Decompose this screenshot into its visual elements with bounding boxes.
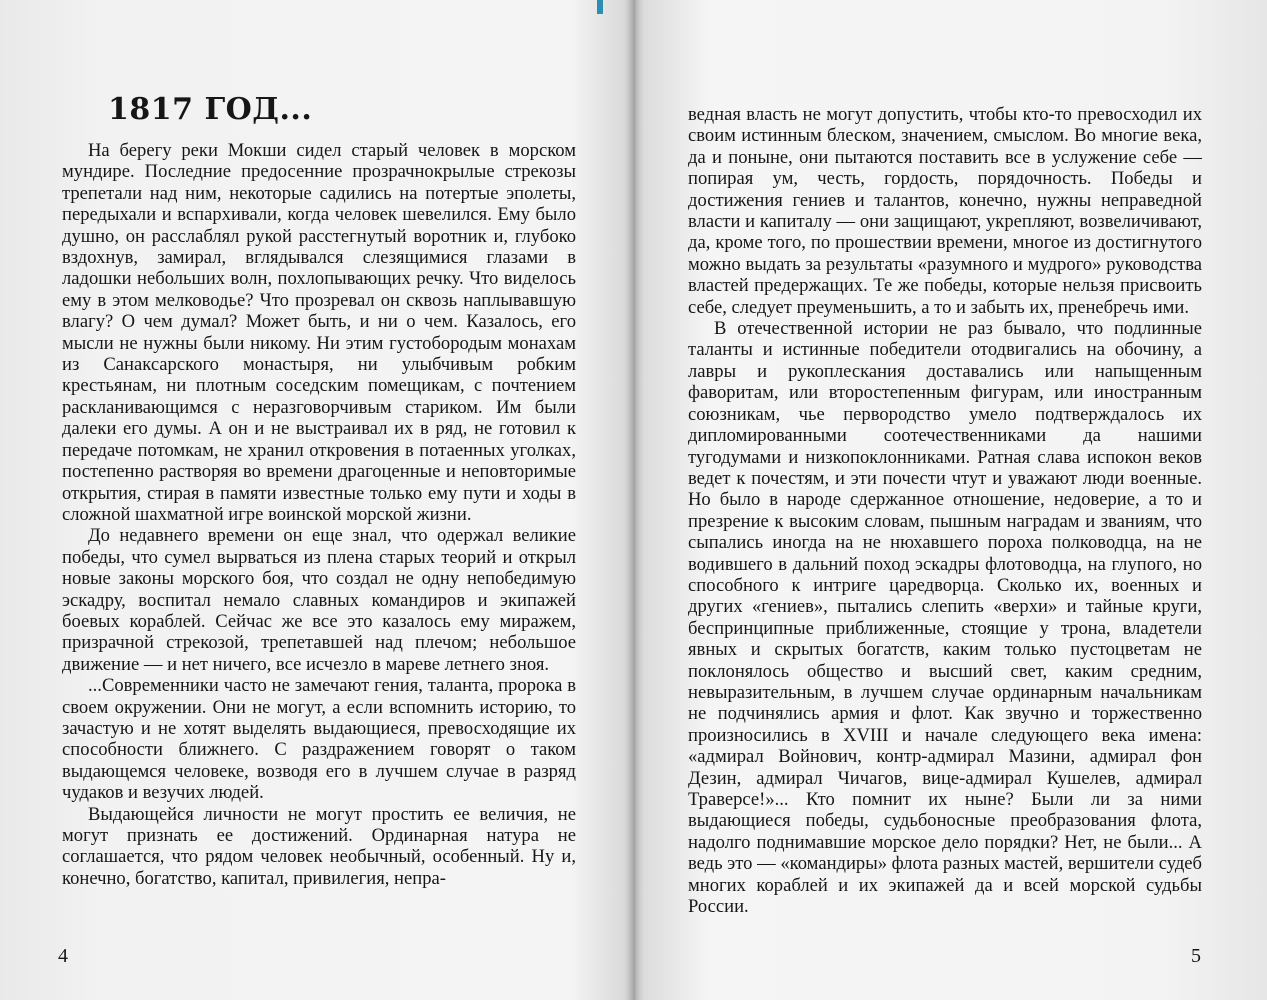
- paragraph: Выдающейся личности не могут простить ее величия, не могут признать ее достижений. Ординарная натура не соглашается, что рядом человек необычный, особенный. Ну и, конечно, богатство, капитал, привилегия, непра-: [62, 803, 576, 889]
- left-page: [0, 0, 632, 1000]
- right-page: [636, 0, 1267, 1000]
- paragraph: ...Современники часто не замечают гения, таланта, пророка в своем окружении. Они не могут, а если вспомнить историю, то зачастую и не хотят выделять выдающиеся, превосходящие их способности ближнего. С раздражением говорят о таком выдающемся человеке, возводя его в лучшем случае в разряд чудаков и везучих людей.: [62, 675, 576, 804]
- paragraph: До недавнего времени он еще знал, что одержал великие победы, что сумел вырваться из плена старых теорий и открыл новые законы морского боя, что создал не одну непобедимую эскадру, воспитал немало славных командиров и экипажей боевых кораблей. Сейчас же все это казалось ему миражем, призрачной стрекозой, трепетавшей над плечом; небольшое движение — и нет ничего, все исчезло в мареве летнего зноя.: [62, 525, 576, 675]
- paragraph: В отечественной истории не раз бывало, что подлинные таланты и истинные победители отодвигались на обочину, а лавры и рукоплескания доставались или напыщенным фаворитам, или второстепенным фигурам, или иностранным союзникам, чье первородство умело подтверждалось их дипломированными соотечественниками да нашими тугодумами и низкопоклонниками. Ратная слава испокон веков ведет к почестям, и эти почести чтут и уважают люди военные. Но было в народе сдержанное отношение, недоверие, а то и презрение к высоким словам, пышным наградам и званиям, что сыпались иногда на не нюхавшего пороха полководца, на не водившего в дальний поход эскадры флотоводца, на глупого, но способного к интриге царедворца. Сколько их, военных и других «гениев», пытались слепить «верхи» и тайные круги, беспринципные приближенные, стоящие у трона, владетели явных и скрытых богатств, каким только пустоцветам не поклонялось общество и высший свет, каким средним, невыразительным, в лучшем случае ординарным начальникам не подчинялись армия и флот. Как звучно и торжественно произносились в XVIII и начале следующего века имена: «адмирал Войнович, контр-адмирал Мазини, адмирал фон Дезин, адмирал Чичагов, вице-адмирал Кушелев, адмирал Траверсе!»... Кто помнит их ныне? Были ли за ними выдающиеся победы, судьбоносные преобразования флота, надолго поднимавшие морское дело порядки? Нет, не были... А ведь это — «командиры» флота разных мастей, вершители судеб многих кораблей и их экипажей да и всей морской судьбы России.: [688, 318, 1202, 918]
- paragraph: На берегу реки Мокши сидел старый человек в морском мундире. Последние предосенние прозрачнокрылые стрекозы трепетали над ним, некоторые садились на потертые эполеты, передыхали и вспархивали, когда человек шевелился. Ему было душно, он расслаблял рукой расстегнутый воротник и, глубоко вздохнув, замирал, вглядывался слезящимися глазами в ладошки небольших волн, похлопывающих речку. Что виделось ему в этом мелководье? Что прозревал он сквозь наплывавшую влагу? О чем думал? Может быть, и ни о чем. Казалось, его мысли не нужны были никому. Ни этим густобородым монахам из Санаксарского монастыря, ни улыбчивым робким крестьянам, ни плотным соседским помещикам, с почтением раскланивающимся с неразговорчивым стариком. Им были далеки его думы. А он и не выстраивал их в ряд, не готовил к передаче потомкам, не хранил откровения в потаенных уголках, постепенно растворяя во времени драгоценные и неповторимые открытия, стирая в памяти известные только ему пути и ходы в сложной шахматной игре воинской морской жизни.: [62, 140, 576, 525]
- chapter-title: 1817 ГОД...: [108, 92, 313, 127]
- page-number: 5: [1191, 945, 1201, 967]
- left-page-text: [62, 140, 576, 889]
- page-number: 4: [58, 945, 68, 967]
- paragraph-continuation: ведная власть не могут допустить, чтобы кто-то превосходил их своим истинным блеском, значением, смыслом. Во многие века, да и поныне, они пытаются поставить все в услужение себе — попирая ум, честь, гордость, порядочность. Победы и достижения гениев и талантов, конечно, нужны неправедной власти и капиталу — они защищают, укрепляют, возвеличивают, да, кроме того, по прошествии времени, многое из достигнутого можно выдать за результаты «разумного и мудрого» руководства властей предержащих. Те же победы, которые нельзя присвоить себе, следует преуменьшить, а то и забыть их, пренебречь ими.: [688, 104, 1202, 318]
- right-page-text: [688, 104, 1202, 917]
